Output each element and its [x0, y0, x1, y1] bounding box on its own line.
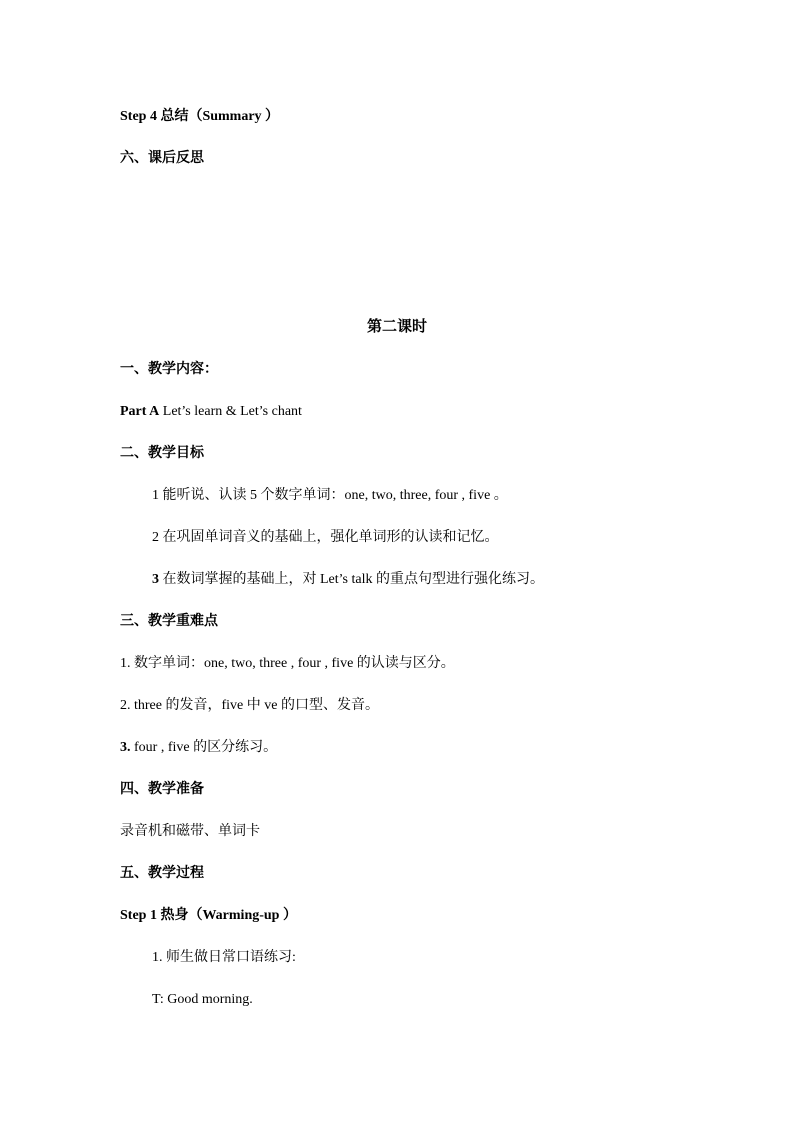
keypoint-item-3-number: 3. [120, 740, 131, 755]
goals-heading: 二、教学目标 [120, 446, 204, 461]
step1-heading: Step 1 热身（Warming-up ） [120, 908, 297, 923]
goal-item-3-number: 3 [152, 572, 159, 587]
keypoint-item-2: 2. three 的发音，five 中 ve 的口型、发音。 [120, 698, 379, 713]
goal-item-3-text: 在数词掌握的基础上，对 Let’s talk 的重点句型进行强化练习。 [159, 572, 544, 587]
lesson-title: 第二课时 [366, 319, 427, 335]
step1-item-1: 1. 师生做日常口语练习: [152, 950, 296, 965]
reflection-heading: 六、课后反思 [120, 151, 204, 166]
content-part-label: Part A [120, 404, 160, 419]
content-part-text: Let’s learn & Let’s chant [159, 404, 302, 419]
keypoint-item-3 [120, 739, 277, 757]
prep-heading: 四、教学准备 [120, 782, 204, 797]
content-part [120, 403, 302, 421]
prep-text: 录音机和磁带、单词卡 [120, 824, 260, 839]
step1-dialog: T: Good morning. [152, 992, 253, 1007]
content-heading: 一、教学内容： [120, 362, 218, 377]
step4-heading: Step 4 总结（Summary ） [120, 109, 280, 124]
keypoints-heading: 三、教学重难点 [120, 614, 218, 629]
keypoint-item-3-text: four , five 的区分练习。 [130, 740, 278, 755]
process-heading: 五、教学过程 [120, 866, 204, 881]
goal-item-1: 1 能听说、认读 5 个数字单词：one, two, three, four , five 。 [152, 488, 508, 503]
keypoint-item-1: 1. 数字单词：one, two, three , four , five 的认读与区分。 [120, 656, 455, 671]
goal-item-2: 2 在巩固单词音义的基础上，强化单词形的认读和记忆。 [152, 530, 499, 545]
goal-item-3 [152, 571, 544, 589]
